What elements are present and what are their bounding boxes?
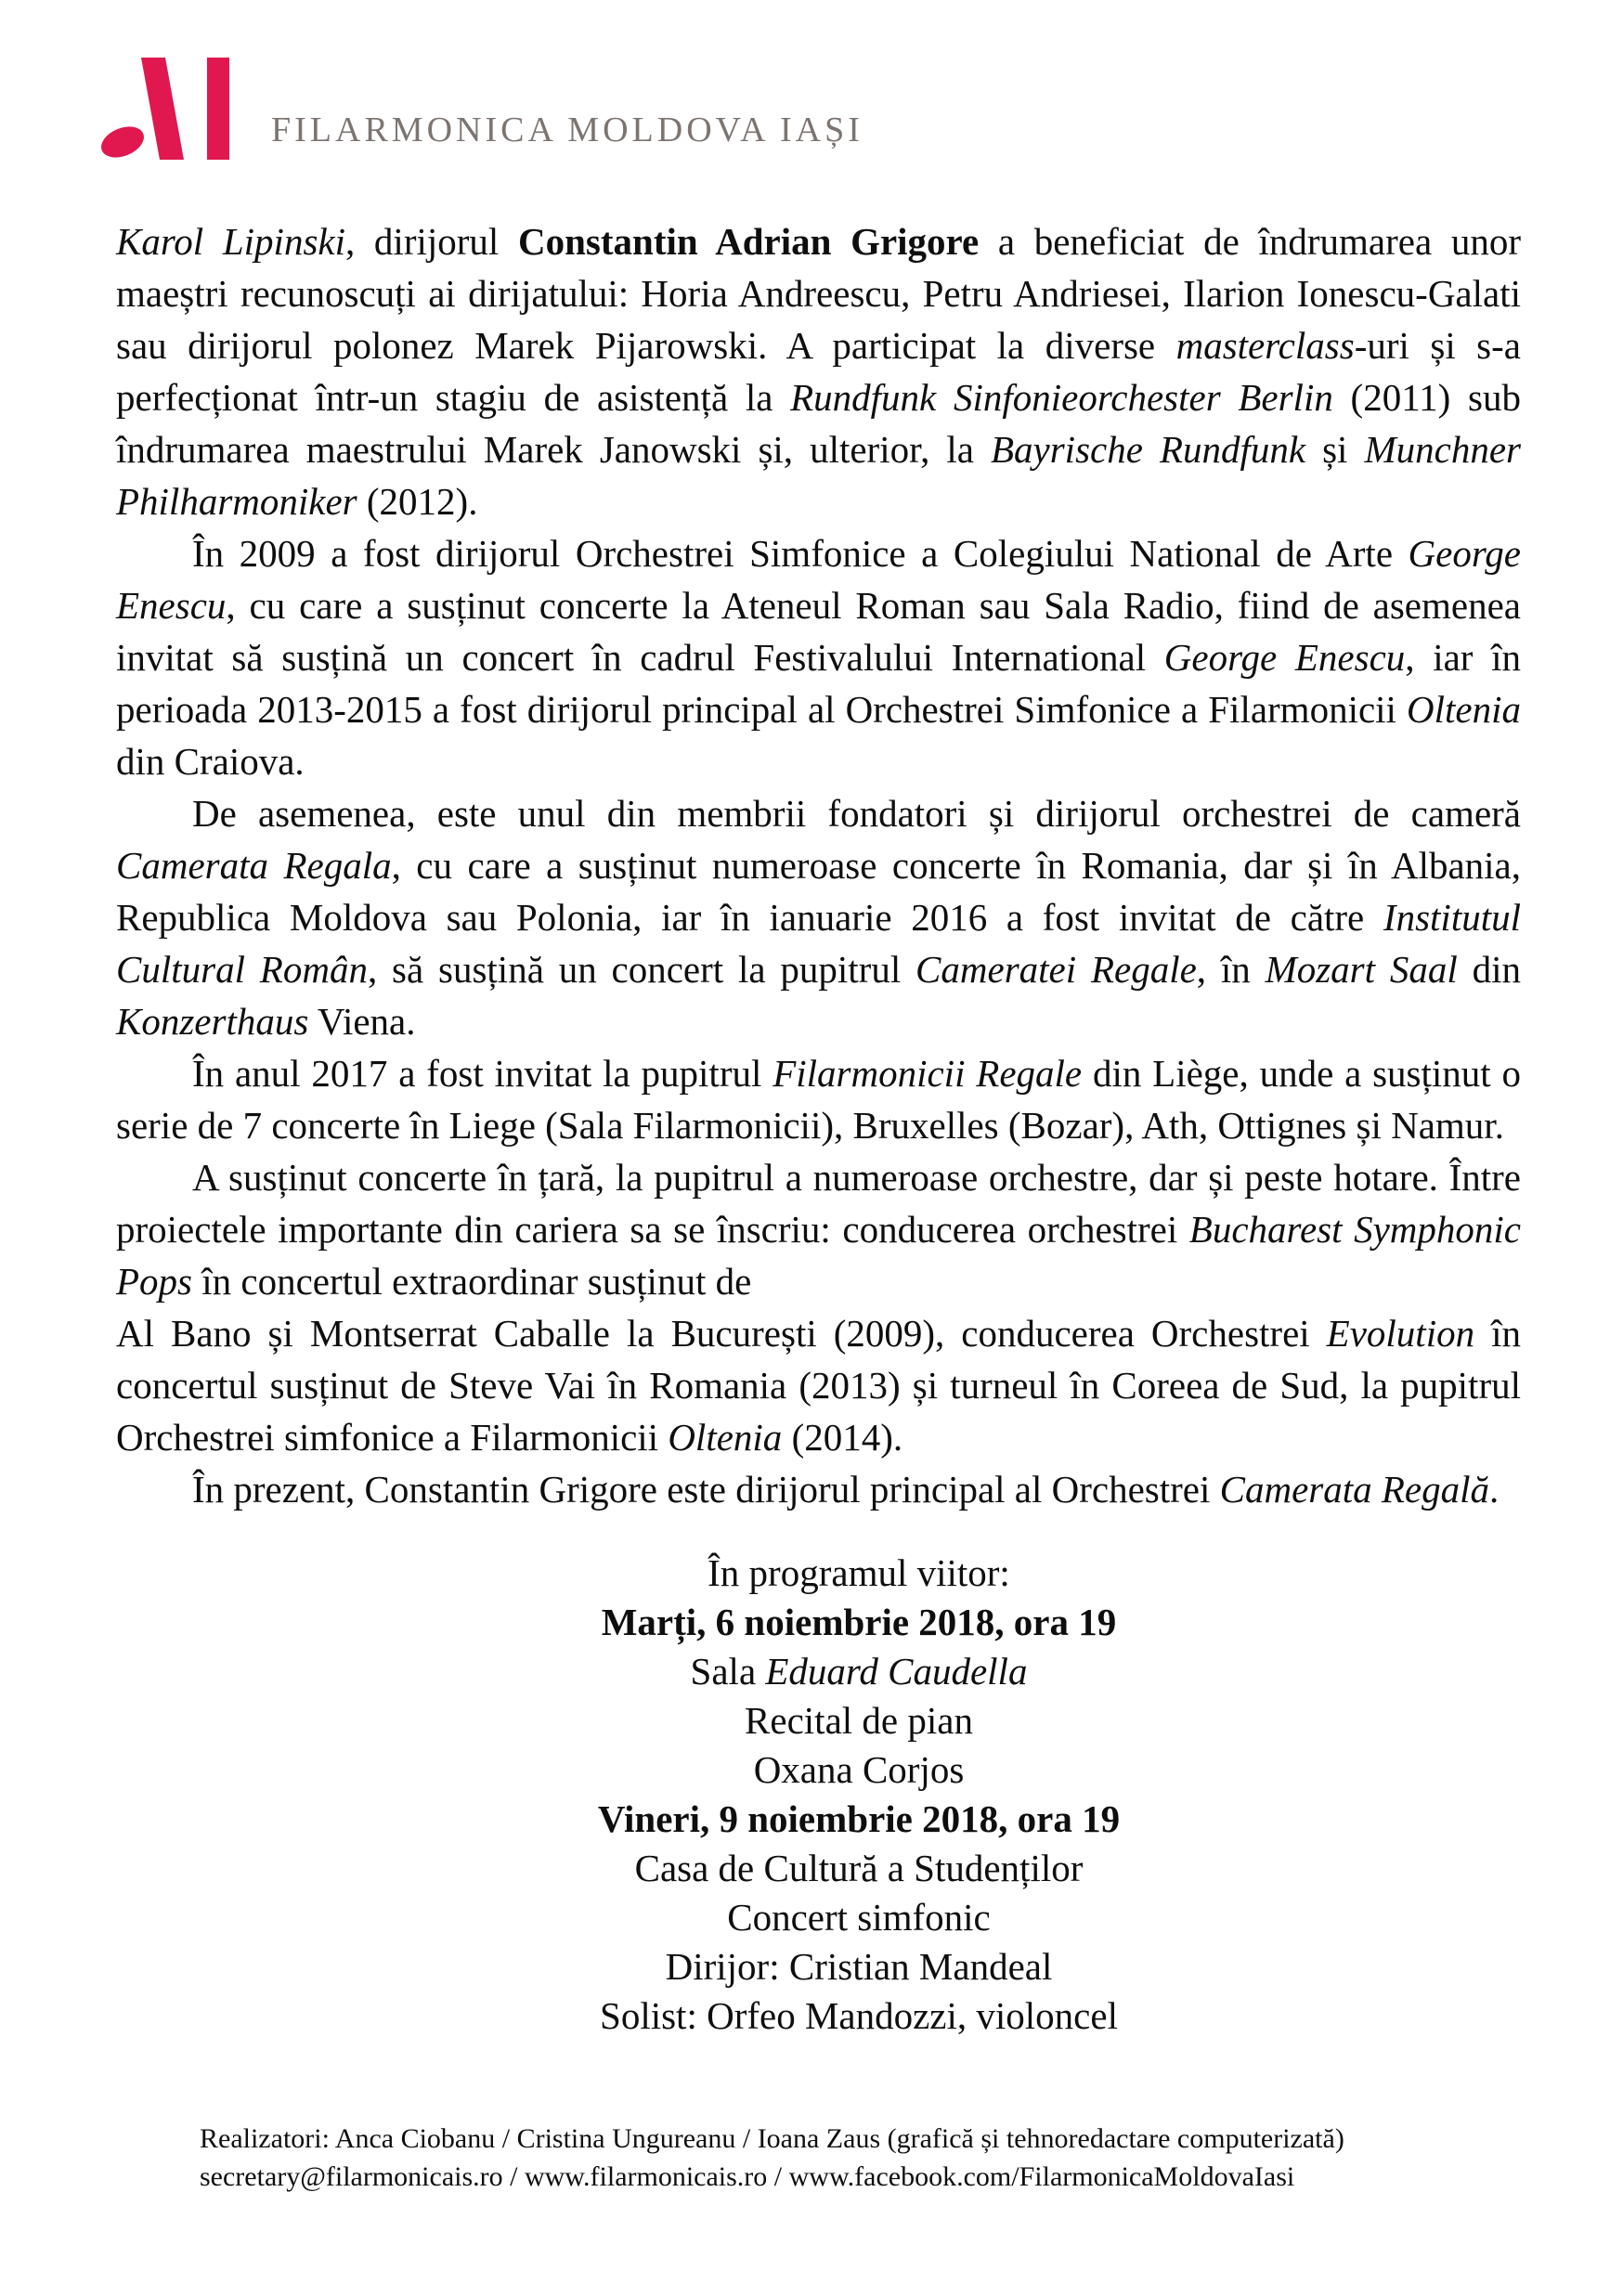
text-segment: George Enescu	[1163, 636, 1406, 679]
filarmonica-m-logo	[97, 48, 232, 160]
text-segment: Constantin Adrian Grigore	[518, 220, 980, 263]
text-segment: Viena.	[308, 1000, 416, 1043]
text-segment: Bayrische Rundfunk	[990, 428, 1306, 471]
text-segment: Oxana Corjos	[753, 1748, 965, 1791]
text-segment: , dirijorul	[345, 220, 518, 263]
text-segment: , cu care a susținut concerte la Ateneul Roman sau Sala Radio, fiind de asemenea invitat să susțină un concert în cadrul Festivalului International	[116, 584, 1521, 679]
text-segment: Rundfunk Sinfonieorchester Berlin	[790, 376, 1333, 419]
text-segment: George Enescu	[116, 532, 1521, 627]
text-segment: Solist: Orfeo Mandozzi, violoncel	[600, 1994, 1118, 2037]
text-segment: Mozart Saal	[1265, 948, 1458, 991]
text-segment: din Liège, unde a susținut o serie de 7 concerte în Liege (Sala Filarmonicii), Bruxelles (Bozar), Ath, Ottignes și Namur.	[116, 1052, 1522, 1147]
text-segment: , cu care a susținut numeroase concerte în Romania, dar și în Albania, Republica Moldova sau Polonia, iar în ianuarie 2016 a fost invitat de către	[116, 844, 1521, 939]
text-segment: În programul viitor:	[708, 1551, 1010, 1594]
text-segment: (2011) sub îndrumarea maestrului Marek Janowski și, ulterior, la	[116, 376, 1521, 471]
text-segment: Eduard Caudella	[765, 1650, 1028, 1693]
program-line	[195, 1598, 1523, 1647]
text-segment: (2012).	[357, 480, 478, 523]
program-line	[195, 1991, 1523, 2041]
m-note-logo-icon	[97, 48, 232, 160]
text-segment: în concertul susținut de Steve Vai în Romania (2013) și turneul în Coreea de Sud, la pupitrul Orchestrei simfonice a Filarmonicii	[116, 1312, 1521, 1459]
text-segment: Sala	[690, 1650, 766, 1693]
text-segment: Bucharest Symphonic Pops	[116, 1208, 1521, 1303]
body-paragraph	[116, 1463, 1521, 1515]
text-segment: Casa de Cultură a Studenților	[634, 1847, 1084, 1889]
body-paragraph	[116, 787, 1521, 1047]
text-segment: (2014).	[782, 1416, 903, 1459]
text-segment: -uri și s-a perfecționat într-un stagiu de asistență la	[116, 324, 1521, 419]
text-segment: În anul 2017 a fost invitat la pupitrul	[192, 1052, 773, 1095]
body-paragraph	[116, 527, 1521, 787]
program-line	[195, 1696, 1523, 1745]
text-segment: din Craiova.	[116, 740, 305, 783]
text-segment: Camerata Regala	[116, 844, 392, 887]
text-segment: Oltenia	[1407, 688, 1521, 731]
text-segment: masterclass	[1175, 324, 1355, 367]
text-segment: , să susțină un concert la pupitrul	[367, 948, 916, 991]
program-line	[195, 1942, 1523, 1991]
text-segment: Cameratei Regale	[915, 948, 1197, 991]
body-paragraph	[116, 1151, 1521, 1463]
text-segment: Dirijor: Cristian Mandeal	[665, 1945, 1053, 1988]
text-segment: Evolution	[1326, 1312, 1475, 1355]
text-segment: în concertul extraordinar susținut de	[192, 1260, 752, 1303]
text-segment: Camerata Regală	[1219, 1468, 1490, 1511]
program-line	[195, 1647, 1523, 1696]
body-paragraph	[116, 215, 1521, 527]
biography-text	[116, 215, 1521, 1515]
text-segment: De asemenea, este unul din membrii fondatori și dirijorul orchestrei de cameră	[192, 792, 1521, 835]
brand-title: FILARMONICA MOLDOVA IAȘI	[271, 110, 863, 149]
text-segment: Oltenia	[668, 1416, 783, 1459]
text-segment: , în	[1196, 948, 1266, 991]
text-segment: a beneficiat de îndrumarea unor maeștri recunoscuți ai dirijatului: Horia Andreescu, Petru Andriesei, Ilarion Ionescu-Galati sau dirijorul polonez Marek Pijarowski. A participat la diverse	[116, 220, 1521, 367]
text-segment: Al Bano și Montserrat Caballe la București (2009), conducerea Orchestrei	[116, 1312, 1327, 1355]
text-segment: Munchner Philharmoniker	[116, 428, 1521, 523]
text-segment: din	[1457, 948, 1521, 991]
text-segment: și	[1305, 428, 1365, 471]
footer-line: secretary@filarmonicais.ro / www.filarmonicais.ro / www.facebook.com/FilarmonicaMoldovaIasi	[200, 2161, 1295, 2192]
text-segment: Marți, 6 noiembrie 2018, ora 19	[601, 1601, 1117, 1643]
program-line	[195, 1893, 1523, 1942]
body-paragraph	[116, 1047, 1521, 1151]
text-segment: În prezent, Constantin Grigore este dirijorul principal al Orchestrei	[192, 1468, 1220, 1511]
text-segment: Karol Lipinski	[116, 220, 345, 263]
text-segment: Konzerthaus	[116, 1000, 309, 1043]
program-line	[195, 1844, 1523, 1893]
text-segment: .	[1489, 1468, 1500, 1511]
text-segment: Institutul Cultural Român	[116, 896, 1521, 991]
page-footer	[200, 2120, 1344, 2196]
text-segment: Filarmonicii Regale	[773, 1052, 1083, 1095]
upcoming-program	[195, 1549, 1523, 2041]
program-line	[195, 1549, 1523, 1598]
text-segment: Vineri, 9 noiembrie 2018, ora 19	[597, 1797, 1121, 1840]
text-segment: Recital de pian	[745, 1699, 973, 1742]
text-segment: Concert simfonic	[727, 1896, 991, 1939]
program-line	[195, 1795, 1523, 1844]
text-segment: A susținut concerte în țară, la pupitrul a numeroase orchestre, dar și peste hotare. Între proiectele importante din cariera sa se înscriu: conducerea orchestrei	[116, 1156, 1521, 1251]
program-line	[195, 1745, 1523, 1795]
footer-line: Realizatori: Anca Ciobanu / Cristina Ungureanu / Ioana Zaus (grafică și tehnoredactare computerizată)	[200, 2123, 1344, 2154]
text-segment: În 2009 a fost dirijorul Orchestrei Simfonice a Colegiului National de Arte	[192, 532, 1409, 575]
text-segment: , iar în perioada 2013-2015 a fost dirijorul principal al Orchestrei Simfonice a Filarmonicii	[116, 636, 1521, 731]
